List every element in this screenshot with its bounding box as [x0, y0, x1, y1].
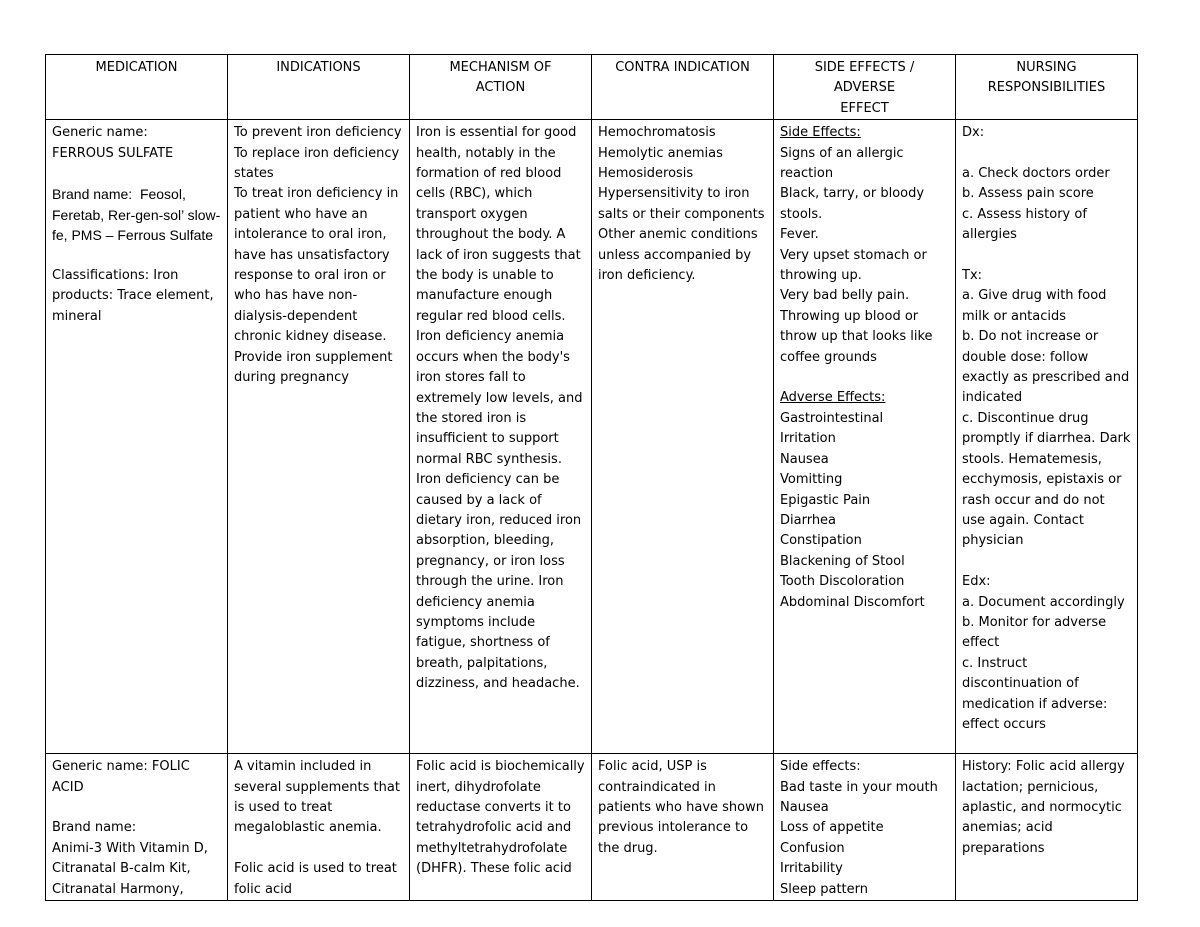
- text-line: Folic acid is used to treat folic acid: [234, 861, 402, 897]
- list-item: Sleep pattern: [780, 881, 869, 897]
- text-line: b. Assess pain score: [962, 186, 1094, 202]
- header-medication: MEDICATION: [46, 55, 228, 120]
- folic-side-effects-cell: [774, 754, 956, 901]
- list-item: Very upset stomach or throwing up.: [780, 247, 931, 284]
- ferrous-medication-cell: [46, 120, 228, 754]
- list-item: Constipation: [780, 533, 862, 549]
- folic-contra-cell: [592, 754, 774, 901]
- ferrous-contra-cell: [592, 120, 774, 754]
- list-item: To prevent iron deficiency: [234, 125, 402, 141]
- blank-line: [962, 552, 1131, 572]
- text-line: c. Discontinue drug promptly if diarrhea. Dark stools. Hematemesis, ecchymosis, epistaxis or rash occur and do not use again. Contact physician: [962, 410, 1135, 549]
- list-item: Bad taste in your mouth: [780, 779, 938, 795]
- ferrous-nursing-cell: [956, 120, 1138, 754]
- header-nursing-responsibilities: [956, 55, 1138, 120]
- list-item: Vomitting: [780, 472, 843, 488]
- list-item: Tooth Discoloration: [780, 574, 905, 590]
- list-item: Loss of appetite: [780, 820, 884, 836]
- text-line: a. Document accordingly b. Monitor for adverse effect: [962, 594, 1129, 651]
- text-line: Folic acid, USP is contraindicated in patients who have shown previous intolerance to the drug.: [598, 759, 769, 856]
- text-line: lactation; pernicious, aplastic, and normocytic anemias; acid preparations: [962, 779, 1127, 856]
- list-item: Abdominal Discomfort: [780, 594, 925, 610]
- list-item: Gastrointestinal: [780, 410, 884, 426]
- adverse-effects-heading: Adverse Effects:: [780, 390, 886, 406]
- side-effects-heading: Side Effects:: [780, 125, 861, 141]
- table-row: [46, 120, 1138, 754]
- text-line: a. Give drug with food milk or antacids: [962, 288, 1111, 324]
- list-item: Nausea: [780, 451, 829, 467]
- mechanism-text: Iron is essential for good health, notably in the formation of red blood cells (RBC), which transport oxygen throughout the body. A lack of iron suggests that the body is unable to manufacture enough regular red blood cells. Iron deficiency anemia occurs when the body's iron stores fall to extremely low levels, and the stored iron is insufficient to support normal RBC synthesis. Iron deficiency can be caused by a lack of dietary iron, reduced iron absorption, bleeding, pregnancy, or iron loss through the urine. Iron deficiency anemia symptoms include fatigue, shortness of breath, palpitations, dizziness, and headache.: [416, 125, 587, 692]
- folic-mechanism-cell: [410, 754, 592, 901]
- text-line: Classifications: Iron products: Trace element, mineral: [52, 268, 218, 324]
- text-line: Tx:: [962, 268, 983, 284]
- header-mechanism-text: MECHANISM OF ACTION: [449, 60, 552, 96]
- folic-nursing-cell: [956, 754, 1138, 901]
- text-line: c. Assess history of allergies: [962, 206, 1092, 243]
- list-item: Provide iron supplement during pregnancy: [234, 349, 397, 386]
- header-mechanism: [410, 55, 592, 120]
- blank-line: [962, 144, 1131, 164]
- blank-line: [234, 839, 403, 859]
- list-item: To replace iron deficiency states: [234, 145, 404, 182]
- ferrous-indications-cell: [228, 120, 410, 754]
- ferrous-mechanism-cell: [410, 120, 592, 754]
- header-side-effects: [774, 55, 956, 120]
- text-line: A vitamin included in several supplements that is used to treat megaloblastic anemia.: [234, 759, 405, 836]
- list-item: Irritation: [780, 431, 836, 447]
- list-item: Side effects:: [780, 759, 861, 775]
- blank-line: [52, 246, 221, 266]
- header-indications: INDICATIONS: [228, 55, 410, 120]
- list-item: Hemolytic anemias: [598, 145, 723, 161]
- ferrous-side-effects-cell: [774, 120, 956, 754]
- list-item: To treat iron deficiency in patient who have an intolerance to oral iron, have has unsatisfactory response to oral iron or who has have non-dialysis-dependent chronic kidney disease.: [234, 186, 403, 345]
- blank-line: [52, 164, 221, 184]
- text-line: Brand name: Feosol, Feretab, Rer-gen-sol’ slow-fe, PMS – Ferrous Sulfate: [52, 186, 221, 244]
- list-item: Hemosiderosis: [598, 166, 694, 182]
- folic-medication-cell: [46, 754, 228, 901]
- text-line: Citranatal B-calm Kit,: [52, 861, 191, 877]
- text-line: Citranatal Harmony,: [52, 881, 184, 897]
- table-row: [46, 754, 1138, 901]
- text-line: History: Folic acid allergy: [962, 759, 1125, 775]
- list-item: Throwing up blood or throw up that looks like coffee grounds: [780, 308, 937, 365]
- text-line: b. Do not increase or double dose: follow exactly as prescribed and indicated: [962, 329, 1134, 406]
- list-item: Blackening of Stool: [780, 553, 905, 569]
- list-item: Epigastic Pain: [780, 492, 871, 508]
- header-contra-indication: CONTRA INDICATION: [592, 55, 774, 120]
- list-item: Very bad belly pain.: [780, 288, 910, 304]
- blank-line: [780, 368, 949, 388]
- drug-study-table: [45, 54, 1138, 901]
- text-line: Generic name:: [52, 125, 148, 141]
- list-item: Fever.: [780, 227, 819, 243]
- list-item: Black, tarry, or bloody stools.: [780, 186, 929, 222]
- list-item: Other anemic conditions unless accompanied by iron deficiency.: [598, 227, 762, 284]
- list-item: Signs of an allergic reaction: [780, 145, 908, 182]
- header-side-effects-text: SIDE EFFECTS / ADVERSE EFFECT: [814, 60, 915, 116]
- list-item: Hemochromatosis: [598, 125, 716, 141]
- text-line: FERROUS SULFATE: [52, 145, 174, 161]
- list-item: Diarrhea: [780, 512, 837, 528]
- blank-line: [962, 246, 1131, 266]
- text-line: Generic name: FOLIC ACID: [52, 759, 194, 795]
- text-line: a. Check doctors order: [962, 166, 1110, 182]
- text-line: Animi-3 With Vitamin D,: [52, 840, 208, 856]
- text-line: Edx:: [962, 574, 991, 590]
- text-line: Dx:: [962, 125, 985, 141]
- list-item: Nausea: [780, 800, 829, 816]
- blank-line: [52, 798, 221, 818]
- header-row: [46, 55, 1138, 120]
- list-item: Confusion: [780, 840, 845, 856]
- folic-indications-cell: [228, 754, 410, 901]
- text-line: c. Instruct discontinuation of medication if adverse: effect occurs: [962, 655, 1112, 732]
- text-line: Brand name:: [52, 820, 137, 836]
- mechanism-text: Folic acid is biochemically inert, dihydrofolate reductase converts it to tetrahydrofolic acid and methyltetrahydrofolate (DHFR). These folic acid: [416, 759, 589, 877]
- list-item: Irritability: [780, 861, 843, 877]
- header-nursing-text: NURSING RESPONSIBILITIES: [987, 60, 1106, 96]
- list-item: Hypersensitivity to iron salts or their components: [598, 186, 765, 222]
